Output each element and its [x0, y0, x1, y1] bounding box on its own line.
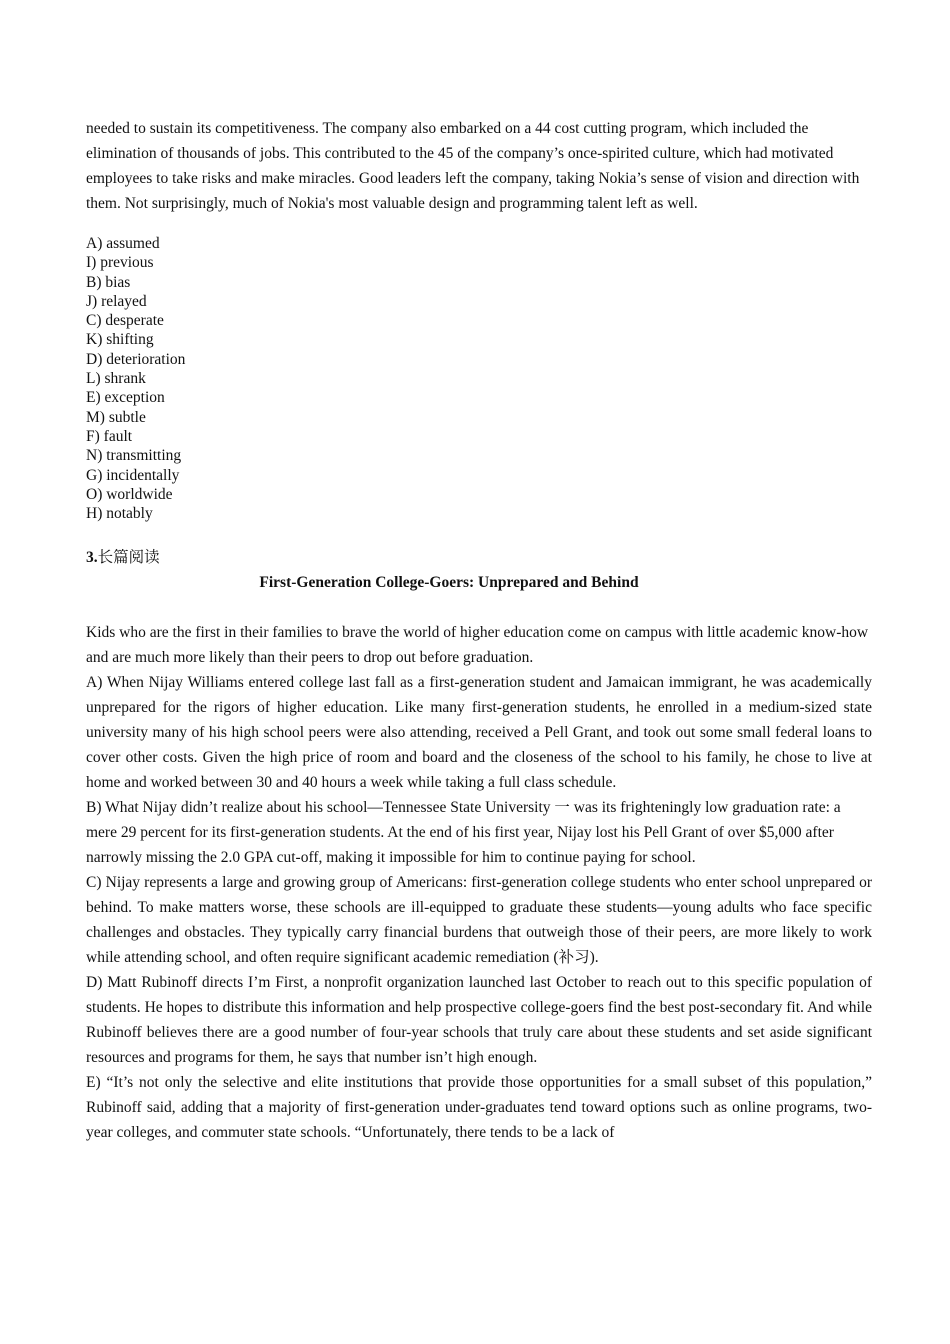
word-bank-option: O) worldwide: [86, 485, 173, 503]
word-bank-option: K) shifting: [86, 331, 154, 349]
word-bank-option: J) relayed: [86, 292, 147, 310]
article-paragraph-b: B) What Nijay didn’t realize about his school—Tennessee State University 一 was its frighteningly low graduation rate: a mere 29 percent for its first-generation students. At the end of his first year, Nijay lost his Pell Grant of over $5,000 after narrowly missing the 2.0 GPA cut-off, making it impossible for him to continue paying for school.: [86, 799, 841, 867]
word-bank-option: D) deterioration: [86, 350, 186, 368]
article-paragraph-c: C) Nijay represents a large and growing group of Americans: first-generation college students who enter school unprepared or behind. To make matters worse, these schools are ill-equipped to graduate these students—young adults who face specific challenges and obstacles. They typically carry financial burdens that outweigh those of their peers, are more likely to work while attending school, and often require significant academic remediation (补习).: [86, 874, 872, 967]
section-label: 长篇阅读: [97, 549, 160, 567]
article-paragraph-e: E) “It’s not only the selective and elite institutions that provide those opportunities for a small subset of this population,” Rubinoff said, adding that a majority of first-generation under-graduates tend toward options such as online programs, two-year colleges, and commuter state schools. “Unfortunately, there tends to be a lack of: [86, 1074, 872, 1142]
word-bank-option: N) transmitting: [86, 447, 182, 465]
section-number: 3.: [86, 549, 98, 567]
section-heading: [86, 545, 872, 570]
word-bank: [86, 234, 872, 523]
word-bank-option: A) assumed: [86, 235, 160, 252]
article-title: First-Generation College-Goers: Unprepared and Behind: [259, 574, 639, 592]
article-paragraph-d: D) Matt Rubinoff directs I’m First, a nonprofit organization launched last October to reach out to this specific population of students. He hopes to distribute this information and help prospective college-goers find the best post-secondary fit. And while Rubinoff believes there are a good number of four-year schools that truly care about these students and set aside significant resources and programs for them, he says that number isn’t high enough.: [86, 974, 872, 1067]
word-bank-option: C) desperate: [86, 312, 164, 330]
word-bank-option: G) incidentally: [86, 466, 180, 484]
word-bank-option: H) notably: [86, 505, 153, 523]
word-bank-option: E) exception: [86, 389, 165, 407]
word-bank-option: F) fault: [86, 427, 133, 445]
word-bank-option: B) bias: [86, 273, 131, 291]
word-bank-option: L) shrank: [86, 370, 146, 388]
document-page: [86, 116, 872, 1145]
article-intro: Kids who are the first in their families to brave the world of higher education come on campus with little academic know-how and are much more likely than their peers to drop out before graduation.: [86, 624, 869, 667]
word-bank-option: I) previous: [86, 254, 154, 272]
article-paragraph-a: A) When Nijay Williams entered college last fall as a first-generation student and Jamaican immigrant, he was academically unprepared for the rigors of higher education. Like many first-generation students, he enrolled in a medium-sized state university many of his high school peers were also attending, received a Pell Grant, and took out some small federal loans to cover other costs. Given the high price of room and board and the closeness of the school to his family, he chose to live at home and worked between 30 and 40 hours a week while taking a full class schedule.: [86, 674, 872, 792]
passage-continuation: needed to sustain its competitiveness. The company also embarked on a 44 cost cutting program, which included the elimination of thousands of jobs. This contributed to the 45 of the company’s once-spirited culture, which had motivated employees to take risks and make miracles. Good leaders left the company, taking Nokia’s sense of vision and direction with them. Not surprisingly, much of Nokia's most valuable design and programming talent left as well.: [86, 120, 860, 212]
word-bank-option: M) subtle: [86, 408, 146, 426]
